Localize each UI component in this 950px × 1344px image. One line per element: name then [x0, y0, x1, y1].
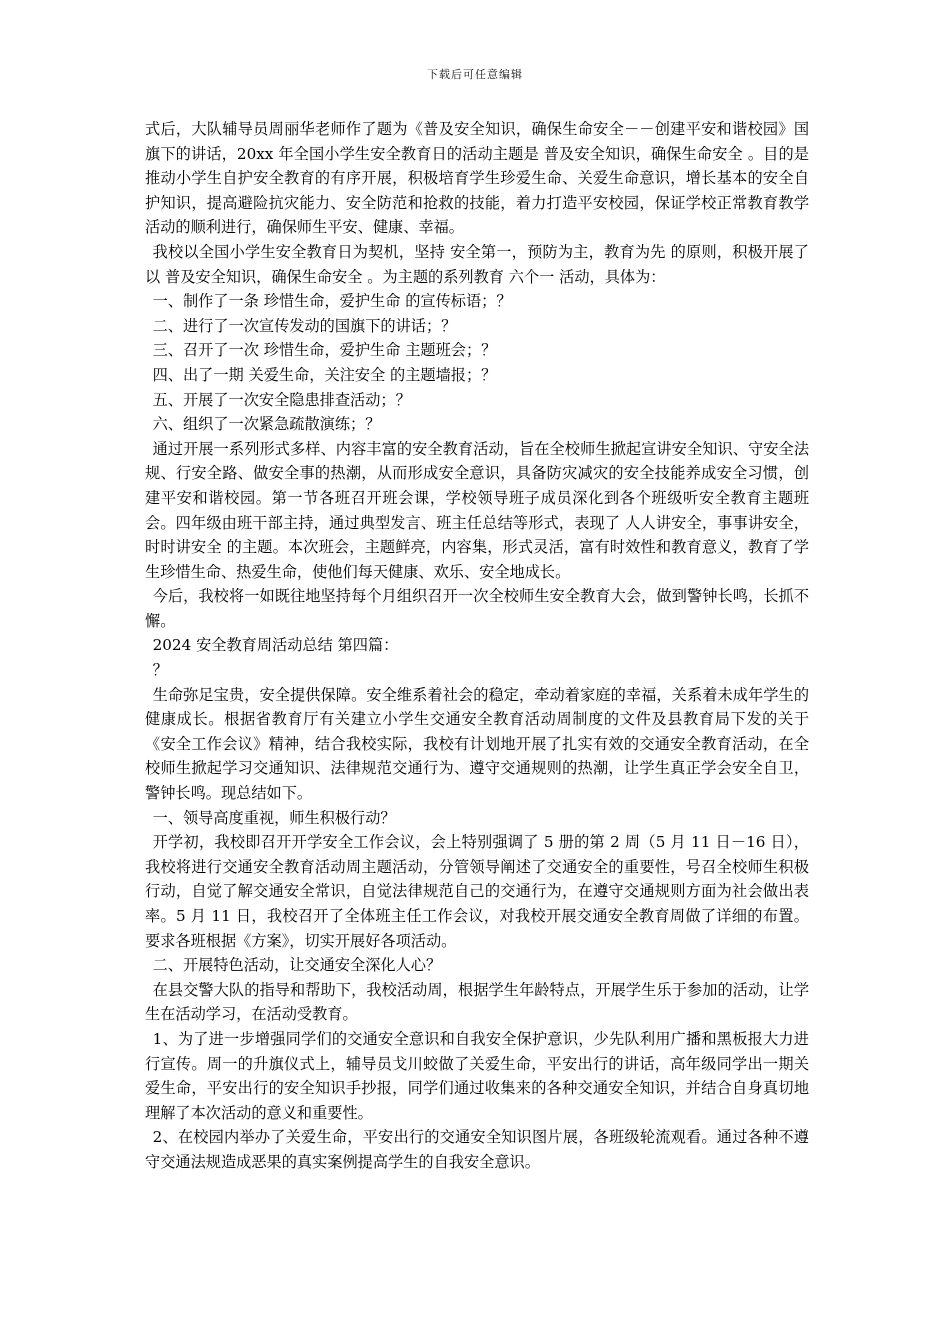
subheading-leadership: 一、领导高度重视，师生积极行动？ [152, 808, 396, 827]
page-header: 下载后可任意编辑 [427, 68, 523, 81]
paragraph-continuation: 式后，大队辅导员周丽华老师作了题为《普及安全知识，确保生命安全－－创建平安和谐校园》国旗下的讲话，20xx 年全国小学生安全教育日的活动主题是 普及安全知识，确保生命安全 。目的是推动小学生自护安全教育的有序开展，积极培育学生珍爱生命、关爱生命意识，增长基本的安全自护知识，提高避险抗灾能力、安全防范和抢救的技能，着力打造平安校园，保证学校正常教育教学活动的顺利进行，确保师生平安、健康、幸福。 [145, 120, 809, 237]
paragraph-life-safety: 生命弥足宝贵，安全提供保障。安全维系着社会的稳定，牵动着家庭的幸福，关系着未成年学生的健康成长。根据省教育厅有关建立小学生交通安全教育活动周制度的文件及县教育局下发的关于《安全工作会议》精神，结合我校实际，我校有计划地开展了扎实有效的交通安全教育活动，在全校师生掀起学习交通知识、法律规范交通行为、遵守交通规则的热潮，让学生真正学会安全自卫，警钟长鸣。现总结如下。 [145, 685, 809, 803]
paragraph-traffic-police: 在县交警大队的指导和帮助下，我校活动周，根据学生年龄特点，开展学生乐于参加的活动，让学生在活动学习，在活动受教育。 [145, 980, 809, 1024]
paragraph-term-start: 开学初，我校即召开开学安全工作会议，会上特别强调了 5 册的第 2 周（5 月 11 日－16 日），我校将进行交通安全教育活动周主题活动，分管领导阐述了交通安全的重要性，号召全校师生积极行动，自觉了解交通安全常识，自觉法律规范自己的交通行为，在遵守交通规则方面为社会做出表率。5 月 11 日，我校召开了全体班主任工作会议，对我校开展交通安全教育周做了详细的布置。要求各班根据《方案》，切实开展好各项活动。 [145, 833, 809, 950]
list-item-2: 二、进行了一次宣传发动的国旗下的讲话；？ [152, 316, 457, 335]
paragraph-future: 今后，我校将一如既往地坚持每个月组织召开一次全校师生安全教育大会，做到警钟长鸣，长抓不懈。 [145, 587, 809, 630]
list-item-1: 一、制作了一条 珍惜生命，爱护生命 的宣传标语；？ [152, 292, 512, 311]
list-item-3: 三、召开了一次 珍惜生命，爱护生命 主题班会；？ [152, 341, 497, 360]
section-heading: 2024 安全教育周活动总结 第四篇： [152, 636, 399, 655]
list-item-6: 六、组织了一次紧急疏散演练；？ [152, 415, 381, 434]
paragraph-item-1: 1、为了进一步增强同学们的交通安全意识和自我安全保护意识，少先队利用广播和黑板报大力进行宣传。周一的升旗仪式上，辅导员戈川蛟做了关爱生命，平安出行的讲话，高年级同学出一期关爱生命，平安出行的安全知识手抄报，同学们通过收集来的各种交通安全知识，并结合自身真切地理解了本次活动的意义和重要性。 [145, 1029, 809, 1122]
paragraph-item-2: 2、在校园内举办了关爱生命，平安出行的交通安全知识图片展，各班级轮流观看。通过各种不遵守交通法规造成恶果的真实案例提高学生的自我安全意识。 [145, 1128, 809, 1171]
document-body [145, 117, 809, 1175]
paragraph-intro-activities: 我校以全国小学生安全教育日为契机，坚持 安全第一，预防为主，教育为先 的原则，积极开展了以 普及安全知识，确保生命安全 。为主题的系列教育 六个一 活动，具体为： [145, 242, 809, 286]
list-item-4: 四、出了一期 关爱生命，关注安全 的主题墙报；？ [152, 365, 497, 384]
subheading-activities: 二、开展特色活动，让交通安全深化人心？ [152, 956, 442, 975]
paragraph-activities-summary: 通过开展一系列形式多样、内容丰富的安全教育活动，旨在全校师生掀起宣讲安全知识、守安全法规、行安全路、做安全事的热潮，从而形成安全意识，具备防灾减灾的安全技能养成安全习惯，创建平安和谐校园。第一节各班召开班会课，学校领导班子成员深化到各个班级听安全教育主题班会。四年级由班干部主持，通过典型发言、班主任总结等形式，表现了 人人讲安全，事事讲安全，时时讲安全 的主题。本次班会，主题鲜亮，内容集，形式灵活，富有时效性和教育意义，教育了学生珍惜生命、热爱生命，使他们每天健康、欢乐、安全地成长。 [145, 439, 809, 581]
list-item-5: 五、开展了一次安全隐患排查活动；？ [152, 390, 411, 409]
placeholder-mark: ？ [152, 661, 168, 680]
